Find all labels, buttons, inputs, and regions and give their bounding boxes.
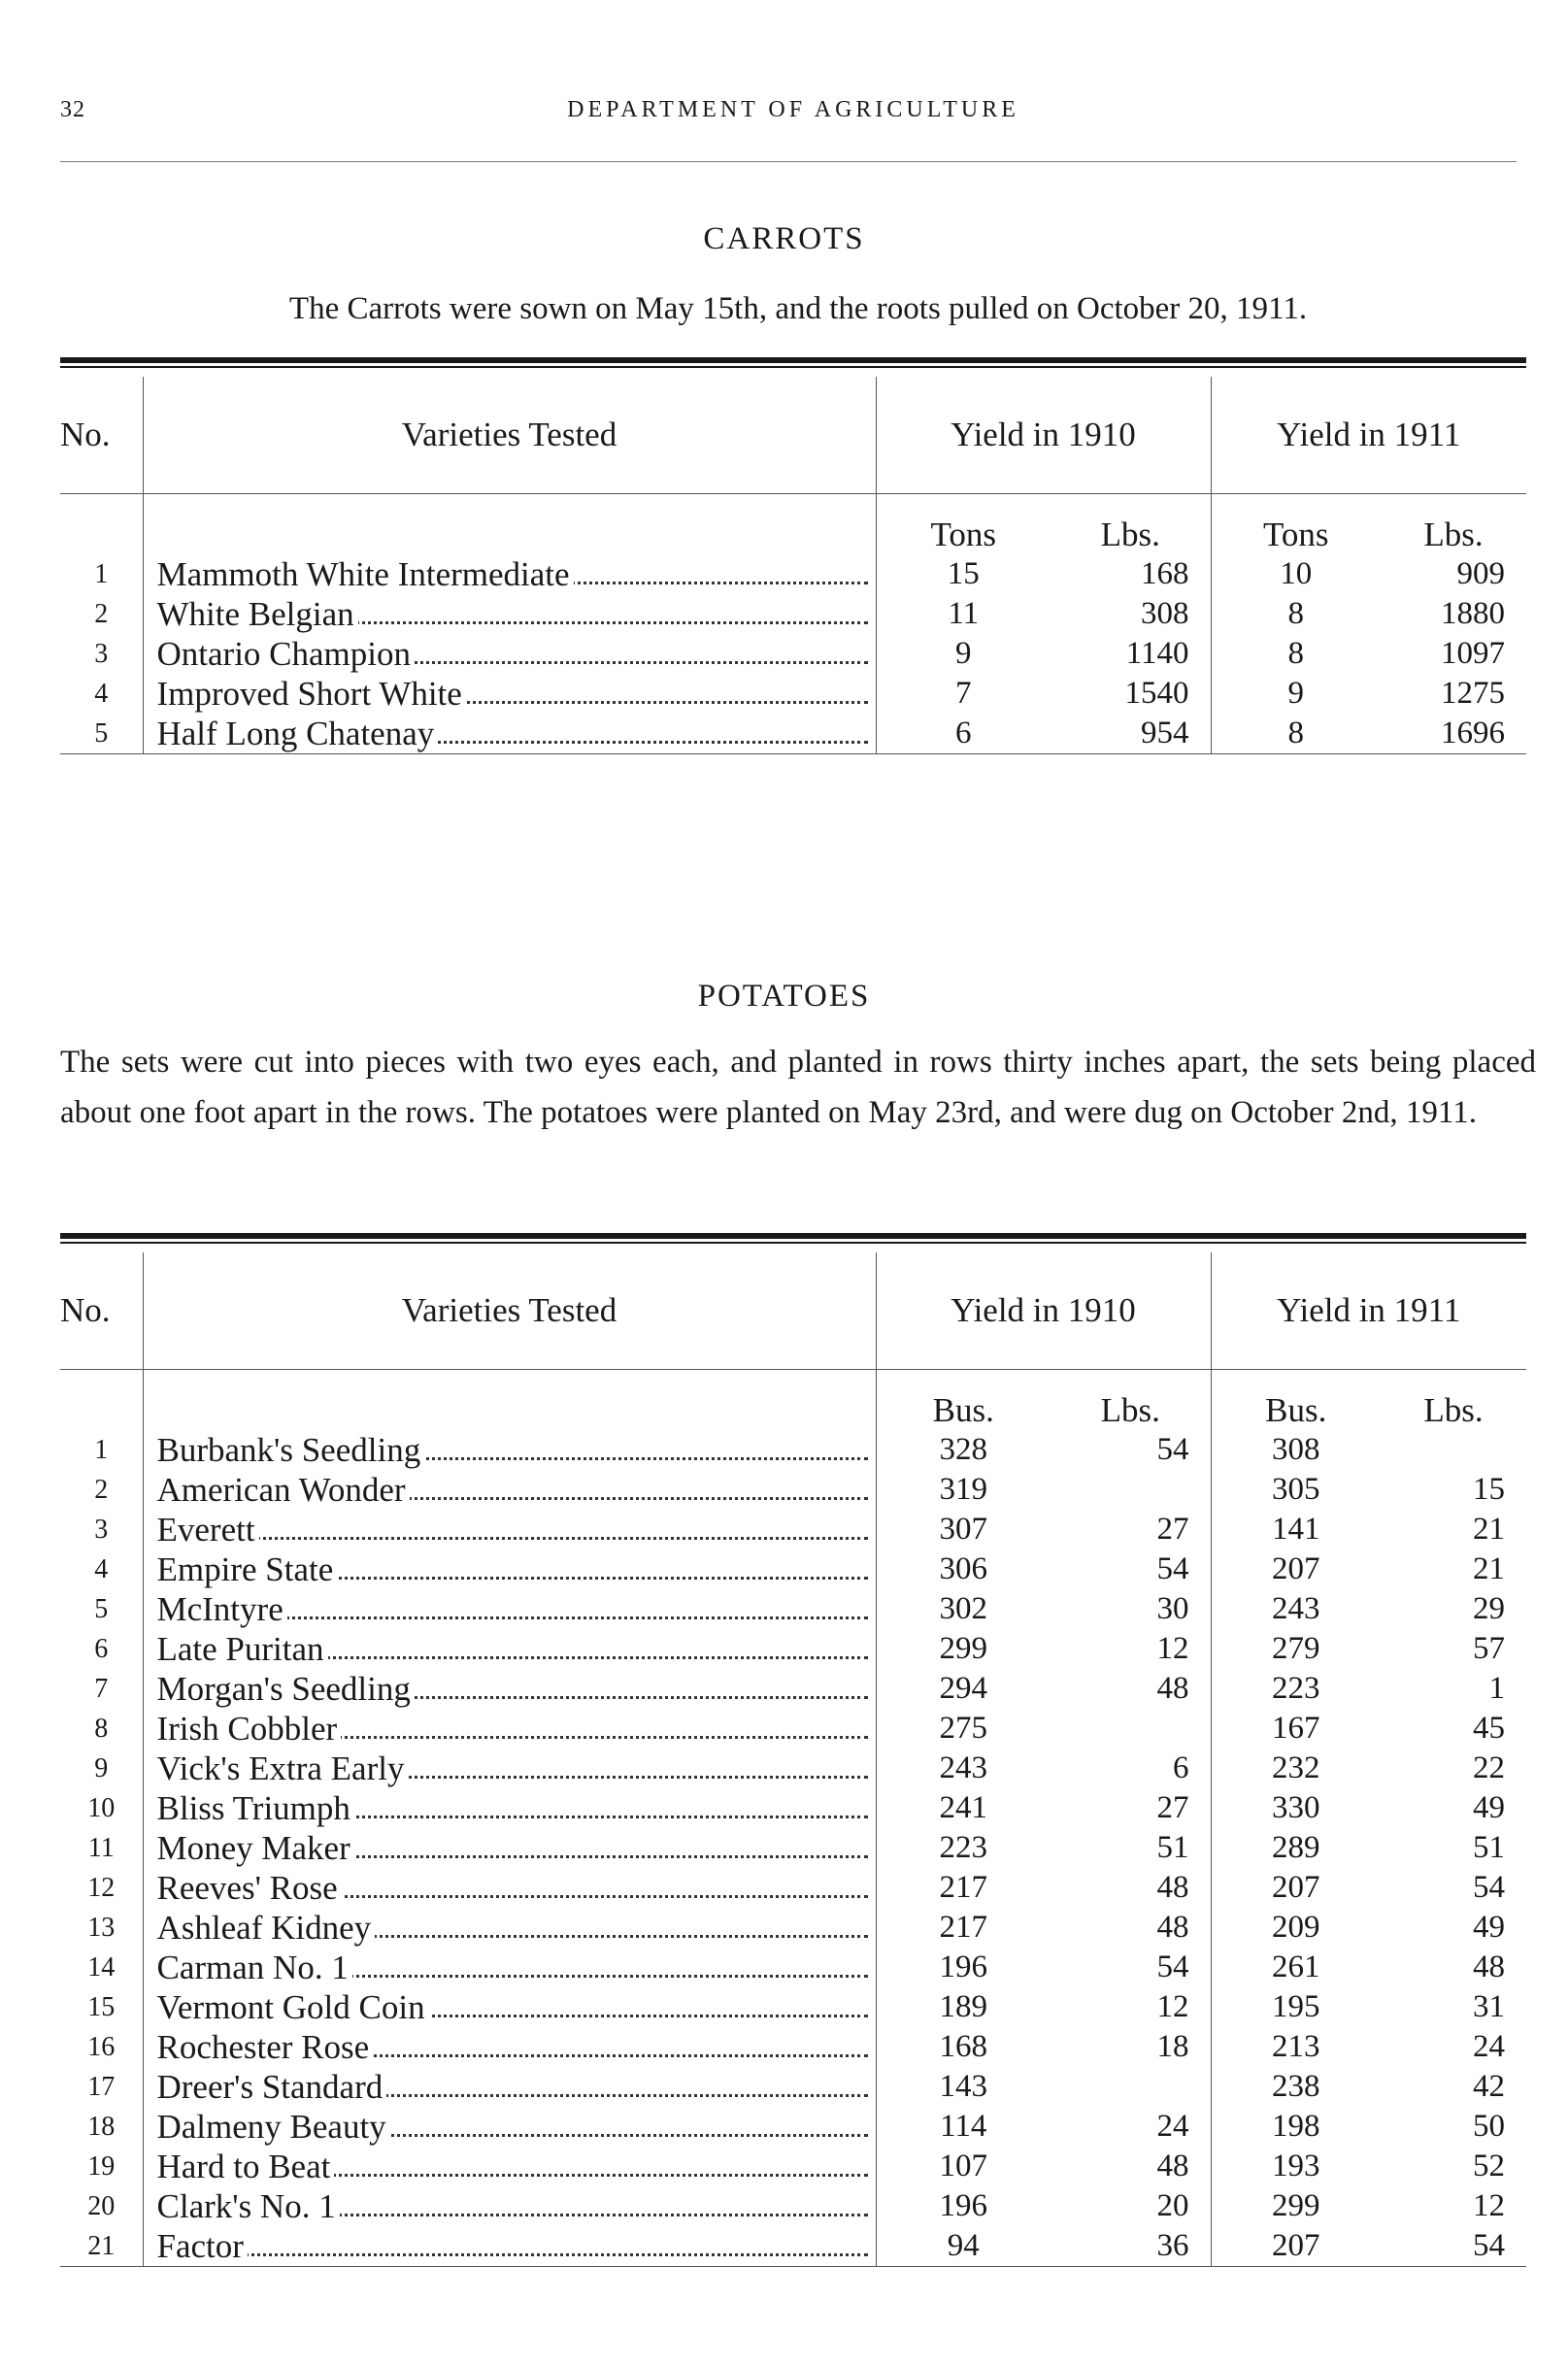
potatoes-table — [60, 1252, 1526, 2267]
carrots-table-body — [60, 554, 1526, 754]
row-number: 2 — [94, 598, 109, 629]
row-number: 14 — [87, 1951, 116, 1983]
variety-name — [143, 1510, 876, 1550]
variety-label: Bliss Triumph — [157, 1789, 354, 1827]
variety-name — [143, 1589, 876, 1629]
yield-1910-primary: 114 — [876, 2107, 1051, 2147]
row-number: 17 — [87, 2071, 116, 2102]
variety-label: Clark's No. 1 — [157, 2187, 340, 2225]
column-header-yield-1910: Yield in 1910 — [876, 1252, 1211, 1370]
yield-1910-lbs: 54 — [1156, 1432, 1189, 1467]
yield-1911-lbs — [1381, 1430, 1526, 1470]
table-row — [60, 2186, 1526, 2226]
variety-label: Mammoth White Intermediate — [157, 555, 574, 593]
yield-1911-lbs: 52 — [1473, 2149, 1506, 2183]
yield-1911-lbs: 12 — [1473, 2188, 1506, 2223]
variety-name — [143, 1430, 876, 1470]
yield-1910-lbs: 54 — [1156, 1551, 1189, 1586]
subheader-lbs-1910: Lbs. — [1100, 516, 1160, 553]
variety-name — [143, 2067, 876, 2107]
row-number: 21 — [60, 2226, 143, 2267]
column-header-yield-1911: Yield in 1911 — [1211, 1252, 1526, 1370]
table-row — [60, 1948, 1526, 1987]
yield-1911-lbs: 1696 — [1381, 714, 1526, 754]
yield-1910-primary: 107 — [876, 2147, 1051, 2186]
yield-1911-lbs: 24 — [1473, 2029, 1506, 2064]
table-row — [60, 1868, 1526, 1908]
yield-1911-primary: 207 — [1211, 2226, 1381, 2267]
variety-name — [143, 594, 876, 634]
row-number: 4 — [94, 1553, 109, 1584]
variety-label: Dreer's Standard — [157, 2068, 387, 2106]
variety-name — [143, 634, 876, 674]
yield-1911-lbs: 50 — [1473, 2109, 1506, 2144]
yield-1911-lbs: 57 — [1473, 1631, 1506, 1666]
variety-name — [143, 714, 876, 754]
variety-name — [143, 1948, 876, 1987]
subheader-blank — [60, 494, 143, 555]
potatoes-table-body — [60, 1430, 1526, 2267]
yield-1911-lbs: 31 — [1473, 1989, 1506, 2024]
subheader-lbs-1910: Lbs. — [1100, 1391, 1160, 1429]
yield-1911-lbs: 909 — [1456, 556, 1506, 591]
variety-label: Late Puritan — [157, 1630, 328, 1668]
variety-label: Hard to Beat — [157, 2148, 335, 2185]
row-number: 12 — [87, 1872, 116, 1903]
yield-1910-lbs — [1051, 2067, 1211, 2107]
variety-name — [143, 1550, 876, 1589]
variety-name — [143, 2027, 876, 2067]
variety-name — [143, 1908, 876, 1948]
row-number: 6 — [94, 1633, 109, 1664]
variety-label: Burbank's Seedling — [157, 1431, 425, 1469]
table-row — [60, 1987, 1526, 2027]
subheader-tons-1910: Tons — [876, 494, 1051, 555]
yield-1911-primary: 261 — [1211, 1948, 1381, 1987]
yield-1910-primary: 243 — [876, 1749, 1051, 1788]
row-number: 5 — [60, 714, 143, 754]
yield-1910-primary: 196 — [876, 2186, 1051, 2226]
variety-label: Ashleaf Kidney — [157, 1909, 376, 1947]
yield-1911-primary: 207 — [1211, 1550, 1381, 1589]
yield-1911-lbs: 15 — [1473, 1472, 1506, 1507]
row-number: 7 — [94, 1673, 109, 1704]
variety-label: Irish Cobbler — [157, 1710, 342, 1748]
yield-1910-lbs: 12 — [1156, 1989, 1189, 2024]
column-header-varieties: Varieties Tested — [143, 377, 876, 494]
variety-name — [143, 1749, 876, 1788]
yield-1911-primary: 238 — [1211, 2067, 1381, 2107]
yield-1911-lbs: 21 — [1473, 1551, 1506, 1586]
variety-name — [143, 1669, 876, 1709]
variety-name — [143, 2147, 876, 2186]
yield-1911-lbs: 1 — [1488, 1671, 1506, 1706]
row-number: 2 — [94, 1474, 109, 1505]
variety-name — [143, 1788, 876, 1828]
table-row — [60, 714, 1526, 754]
table-row — [60, 2147, 1526, 2186]
yield-1911-primary: 9 — [1211, 674, 1381, 714]
yield-1910-lbs: 24 — [1156, 2109, 1189, 2144]
column-header-no: No. — [60, 377, 143, 494]
variety-name — [143, 1629, 876, 1669]
yield-1910-primary: 299 — [876, 1629, 1051, 1669]
column-header-no: No. — [60, 1252, 143, 1370]
yield-1910-lbs: 27 — [1156, 1790, 1189, 1825]
table-row — [60, 1470, 1526, 1510]
row-number: 5 — [94, 1593, 109, 1624]
table-row — [60, 1788, 1526, 1828]
table-row — [60, 1629, 1526, 1669]
variety-label: Half Long Chatenay — [157, 715, 439, 752]
variety-name — [143, 1868, 876, 1908]
variety-label: Dalmeny Beauty — [157, 2108, 390, 2146]
table-row — [60, 674, 1526, 714]
variety-name — [143, 2186, 876, 2226]
table-row — [60, 1908, 1526, 1948]
yield-1910-primary: 241 — [876, 1788, 1051, 1828]
table-row — [60, 2027, 1526, 2067]
yield-1910-lbs: 48 — [1156, 1870, 1189, 1905]
yield-1910-lbs: 30 — [1156, 1591, 1189, 1626]
running-head-title: DEPARTMENT OF AGRICULTURE — [567, 97, 1019, 122]
yield-1911-primary: 232 — [1211, 1749, 1381, 1788]
yield-1910-primary: 6 — [876, 714, 1051, 754]
yield-1910-primary: 223 — [876, 1828, 1051, 1868]
table-row — [60, 634, 1526, 674]
yield-1910-lbs: 6 — [1173, 1750, 1189, 1785]
yield-1911-primary: 223 — [1211, 1669, 1381, 1709]
carrots-table-top-rule — [60, 357, 1526, 368]
subheader-lbs-1911: Lbs. — [1423, 1391, 1484, 1429]
variety-name — [143, 1828, 876, 1868]
yield-1910-primary: 275 — [876, 1709, 1051, 1749]
yield-1911-primary: 305 — [1211, 1470, 1381, 1510]
variety-name — [143, 1987, 876, 2027]
yield-1910-lbs: 48 — [1156, 2149, 1189, 2183]
yield-1910-primary: 294 — [876, 1669, 1051, 1709]
yield-1911-primary: 8 — [1211, 594, 1381, 634]
table-row — [60, 554, 1526, 594]
row-number: 1 — [94, 558, 109, 589]
page-number: 32 — [60, 97, 85, 122]
yield-1911-lbs: 48 — [1473, 1949, 1506, 1984]
carrots-intro: The Carrots were sown on May 15th, and the roots pulled on October 20, 1911. — [288, 291, 1308, 326]
variety-label: Morgan's Seedling — [157, 1670, 415, 1708]
row-number: 10 — [87, 1792, 116, 1823]
variety-name — [143, 1709, 876, 1749]
row-number: 20 — [87, 2190, 116, 2221]
yield-1911-lbs: 54 — [1381, 2226, 1526, 2267]
running-head — [60, 97, 1526, 136]
yield-1910-lbs: 20 — [1156, 2188, 1189, 2223]
yield-1911-lbs: 29 — [1473, 1591, 1506, 1626]
yield-1910-primary: 15 — [876, 554, 1051, 594]
yield-1910-primary: 11 — [876, 594, 1051, 634]
yield-1911-primary: 243 — [1211, 1589, 1381, 1629]
yield-1910-primary: 189 — [876, 1987, 1051, 2027]
yield-1910-lbs: 48 — [1156, 1671, 1189, 1706]
yield-1910-lbs: 954 — [1051, 714, 1211, 754]
variety-label: Vick's Extra Early — [157, 1750, 409, 1787]
yield-1911-primary: 198 — [1211, 2107, 1381, 2147]
yield-1910-primary: 319 — [876, 1470, 1051, 1510]
yield-1910-lbs: 308 — [1141, 596, 1189, 631]
dot-leader — [163, 1537, 868, 1540]
yield-1910-primary: 306 — [876, 1550, 1051, 1589]
yield-1910-lbs — [1051, 1709, 1211, 1749]
variety-name — [143, 554, 876, 594]
table-row — [60, 1510, 1526, 1550]
yield-1910-lbs: 12 — [1156, 1631, 1189, 1666]
yield-1910-lbs: 1540 — [1124, 676, 1189, 711]
table-row — [60, 1589, 1526, 1629]
variety-label: Everett — [157, 1511, 259, 1549]
row-number: 1 — [94, 1434, 109, 1465]
row-number: 9 — [94, 1752, 109, 1783]
yield-1910-primary: 168 — [876, 2027, 1051, 2067]
yield-1911-lbs: 54 — [1473, 1870, 1506, 1905]
table-row — [60, 2107, 1526, 2147]
yield-1911-lbs: 1275 — [1441, 676, 1506, 711]
yield-1911-primary: 195 — [1211, 1987, 1381, 2027]
table-row — [60, 1669, 1526, 1709]
variety-name — [143, 2226, 876, 2267]
variety-label: Rochester Rose — [157, 2028, 374, 2066]
potatoes-intro: The sets were cut into pieces with two eyes each, and planted in rows thirty inches apart, the sets being placed about one foot apart in the rows. The potatoes were planted on May 23rd, and were dug on October 2nd, 1911. — [60, 1045, 1536, 1130]
potatoes-title: POTATOES — [697, 979, 871, 1014]
column-header-yield-1910: Yield in 1910 — [876, 377, 1211, 494]
subheader-bus-1911: Bus. — [1211, 1370, 1381, 1431]
yield-1910-primary: 217 — [876, 1868, 1051, 1908]
variety-label: Improved Short White — [157, 675, 466, 713]
yield-1910-primary: 143 — [876, 2067, 1051, 2107]
variety-label: Reeves' Rose — [157, 1869, 342, 1907]
variety-label: Empire State — [157, 1550, 338, 1588]
row-number: 3 — [94, 1514, 109, 1545]
table-row — [60, 1550, 1526, 1589]
variety-label: Factor — [157, 2227, 248, 2265]
yield-1910-lbs: 18 — [1156, 2029, 1189, 2064]
yield-1911-lbs: 51 — [1473, 1830, 1506, 1865]
variety-label: American Wonder — [157, 1471, 410, 1509]
variety-label: Carman No. 1 — [157, 1949, 352, 1986]
yield-1911-primary: 10 — [1211, 554, 1381, 594]
yield-1910-primary: 9 — [876, 634, 1051, 674]
yield-1910-primary: 328 — [876, 1430, 1051, 1470]
yield-1911-lbs: 21 — [1473, 1512, 1506, 1547]
subheader-tons-1911: Tons — [1211, 494, 1381, 555]
yield-1911-primary: 299 — [1211, 2186, 1381, 2226]
yield-1911-lbs: 1880 — [1441, 596, 1506, 631]
table-row — [60, 594, 1526, 634]
yield-1911-primary: 289 — [1211, 1828, 1381, 1868]
yield-1911-primary: 209 — [1211, 1908, 1381, 1948]
subheader-blank — [143, 494, 876, 555]
row-number: 18 — [87, 2111, 116, 2142]
row-number: 19 — [87, 2150, 116, 2182]
yield-1911-primary: 8 — [1211, 714, 1381, 754]
yield-1911-lbs: 42 — [1473, 2069, 1506, 2104]
yield-1910-lbs: 36 — [1051, 2226, 1211, 2267]
yield-1911-lbs: 22 — [1473, 1750, 1506, 1785]
row-number: 13 — [87, 1912, 116, 1943]
yield-1910-lbs: 54 — [1156, 1949, 1189, 1984]
column-header-varieties: Varieties Tested — [143, 1252, 876, 1370]
variety-label: McIntyre — [157, 1590, 287, 1628]
subheader-lbs-1911: Lbs. — [1423, 516, 1484, 553]
yield-1910-primary: 217 — [876, 1908, 1051, 1948]
variety-name — [143, 1470, 876, 1510]
dot-leader — [163, 2253, 868, 2256]
table-row — [60, 1430, 1526, 1470]
variety-label: Ontario Champion — [157, 635, 416, 673]
yield-1911-primary: 193 — [1211, 2147, 1381, 2186]
variety-label: Vermont Gold Coin — [157, 1988, 429, 2026]
yield-1911-primary: 8 — [1211, 634, 1381, 674]
yield-1910-lbs: 27 — [1156, 1512, 1189, 1547]
yield-1911-lbs: 45 — [1473, 1711, 1506, 1746]
variety-label: Money Maker — [157, 1829, 354, 1867]
yield-1910-primary: 94 — [876, 2226, 1051, 2267]
variety-name — [143, 674, 876, 714]
yield-1910-lbs — [1051, 1470, 1211, 1510]
yield-1910-primary: 307 — [876, 1510, 1051, 1550]
column-header-yield-1911: Yield in 1911 — [1211, 377, 1526, 494]
table-row — [60, 1828, 1526, 1868]
row-number: 4 — [94, 678, 109, 709]
yield-1911-lbs: 1097 — [1441, 636, 1506, 671]
yield-1910-lbs: 48 — [1156, 1910, 1189, 1945]
row-number: 16 — [87, 2031, 116, 2062]
subheader-blank — [60, 1370, 143, 1431]
yield-1911-primary: 213 — [1211, 2027, 1381, 2067]
yield-1910-lbs: 168 — [1141, 556, 1189, 591]
yield-1911-primary: 330 — [1211, 1788, 1381, 1828]
row-number: 15 — [87, 1991, 116, 2022]
table-row — [60, 2226, 1526, 2267]
yield-1911-primary: 279 — [1211, 1629, 1381, 1669]
row-number: 11 — [87, 1832, 115, 1863]
row-number: 8 — [94, 1713, 109, 1744]
yield-1911-primary: 308 — [1211, 1430, 1381, 1470]
variety-label: White Belgian — [157, 595, 358, 633]
subheader-bus-1910: Bus. — [876, 1370, 1051, 1431]
yield-1910-lbs: 51 — [1156, 1830, 1189, 1865]
potatoes-table-top-rule — [60, 1233, 1526, 1244]
table-row — [60, 2067, 1526, 2107]
carrots-title: CARROTS — [703, 221, 865, 256]
subheader-blank — [143, 1370, 876, 1431]
yield-1911-primary: 207 — [1211, 1868, 1381, 1908]
yield-1910-primary: 7 — [876, 674, 1051, 714]
yield-1910-primary: 196 — [876, 1948, 1051, 1987]
table-row — [60, 1709, 1526, 1749]
yield-1911-lbs: 49 — [1473, 1910, 1506, 1945]
yield-1911-primary: 141 — [1211, 1510, 1381, 1550]
yield-1911-primary: 167 — [1211, 1709, 1381, 1749]
yield-1910-lbs: 1140 — [1125, 636, 1189, 671]
row-number: 3 — [94, 638, 109, 669]
header-rule — [60, 161, 1517, 162]
variety-name — [143, 2107, 876, 2147]
yield-1911-lbs: 49 — [1473, 1790, 1506, 1825]
carrots-table — [60, 377, 1526, 754]
yield-1910-primary: 302 — [876, 1589, 1051, 1629]
table-row — [60, 1749, 1526, 1788]
